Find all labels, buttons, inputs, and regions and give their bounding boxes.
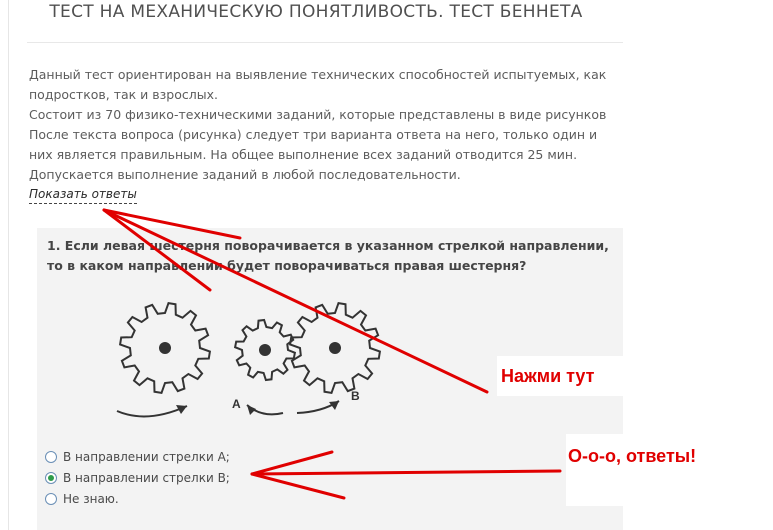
answer-options [45, 446, 230, 509]
right-gear-axle [329, 342, 341, 354]
answer-option-label: Не знаю. [63, 491, 119, 506]
question-line: то в каком направлении будет поворачиваться правая шестерня? [47, 258, 527, 273]
gears-figure [107, 300, 387, 450]
radio-option-b[interactable] [45, 472, 57, 484]
intro-line: Данный тест ориентирован на выявление технических способностей испытуемых, как [29, 67, 607, 82]
question-line: 1. Если левая шестерня поворачивается в указанном стрелкой направлении, [47, 238, 609, 253]
article [8, 0, 623, 530]
arrow-a-head [247, 405, 256, 415]
question-text [47, 236, 623, 276]
annotation-answers: О-о-о, ответы! [566, 434, 736, 506]
answer-option-a[interactable] [45, 446, 230, 467]
intro-line: Допускается выполнение заданий в любой последовательности. [29, 167, 461, 182]
arrow-b-label: B [351, 389, 360, 403]
left-gear-axle [159, 342, 171, 354]
show-answers-link[interactable]: Показать ответы [29, 185, 137, 204]
arrow-left-gear [117, 406, 187, 416]
answer-option-b[interactable] [45, 467, 230, 488]
page-title: ТЕСТ НА МЕХАНИЧЕСКУЮ ПОНЯТЛИВОСТЬ. ТЕСТ БЕННЕТА [49, 2, 583, 22]
answer-option-dont-know[interactable] [45, 488, 230, 509]
intro-text [29, 65, 625, 185]
middle-gear-axle [259, 344, 271, 356]
arrow-a-label: A [232, 397, 241, 411]
radio-option-dont-know[interactable] [45, 493, 57, 505]
intro-line: Состоит из 70 физико-техническими заданий, которые представлены в виде рисунков [29, 107, 607, 122]
intro-line: подростков, так и взрослых. [29, 87, 218, 102]
answer-option-label: В направлении стрелки А; [63, 449, 230, 464]
intro-line: них является правильным. На общее выполнение всех заданий отводится 25 мин. [29, 147, 578, 162]
title-divider [27, 42, 623, 43]
answer-option-label: В направлении стрелки В; [63, 470, 230, 485]
annotation-click-here: Нажми тут [497, 356, 623, 396]
gear-axles [159, 342, 341, 356]
intro-line: После текста вопроса (рисунка) следует три варианта ответа на него, только один и [29, 127, 598, 142]
radio-option-a[interactable] [45, 451, 57, 463]
